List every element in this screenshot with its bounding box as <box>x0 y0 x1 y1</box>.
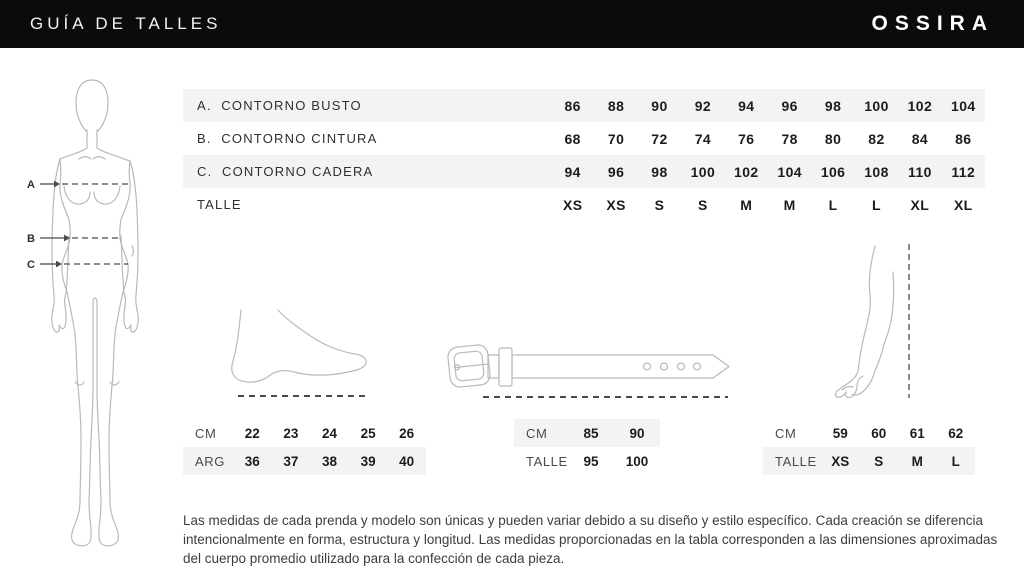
cell: 76 <box>738 130 755 147</box>
cell: XS <box>562 196 583 213</box>
cell: 88 <box>607 97 625 114</box>
cell: 23 <box>283 425 299 441</box>
table-row <box>183 155 985 188</box>
page-title: GUÍA DE TALLES <box>30 14 222 33</box>
marker-b-label: B <box>27 233 36 245</box>
cell: 84 <box>911 130 929 147</box>
cell: XL <box>953 196 973 213</box>
cell: 80 <box>824 130 842 147</box>
row-label: TALLE <box>775 453 817 469</box>
cell: 100 <box>625 453 649 469</box>
row-label: TALLE <box>197 197 242 212</box>
cell: 100 <box>690 163 716 180</box>
cell: 40 <box>399 453 415 469</box>
cell: 37 <box>283 453 299 469</box>
cell: 96 <box>781 97 798 114</box>
body-figure-illustration <box>20 58 180 558</box>
table-row <box>183 447 426 475</box>
row-label: C. CONTORNO CADERA <box>197 164 374 179</box>
cell: 90 <box>651 97 668 114</box>
cell: 24 <box>321 425 337 441</box>
row-label: TALLE <box>526 453 568 469</box>
cell: 94 <box>564 163 581 180</box>
shoe-size-table <box>183 419 426 475</box>
cell: M <box>911 453 923 469</box>
cell: 102 <box>907 97 933 114</box>
row-label: ARG <box>195 453 225 469</box>
cell: L <box>951 453 960 469</box>
header-bar <box>0 0 1024 48</box>
cell: 86 <box>564 97 581 114</box>
cell: 104 <box>777 163 802 180</box>
cell: L <box>828 196 838 213</box>
cell: 78 <box>781 130 798 147</box>
table-row <box>183 419 426 447</box>
cell: 98 <box>651 163 668 180</box>
size-table <box>183 89 985 221</box>
belt-size-table <box>514 419 660 475</box>
cell: L <box>872 196 881 213</box>
cell: 26 <box>399 425 415 441</box>
marker-c-label: C <box>27 259 36 271</box>
cell: XS <box>831 453 850 469</box>
cell: 110 <box>907 163 932 180</box>
table-row <box>763 419 975 447</box>
cell: 22 <box>244 425 260 441</box>
cell: 85 <box>583 425 599 441</box>
table-row <box>183 89 985 122</box>
cell: 39 <box>360 453 376 469</box>
cell: 72 <box>651 130 668 147</box>
cell: 60 <box>871 425 887 441</box>
cell: XS <box>606 196 626 213</box>
sleeve-size-table <box>763 419 975 475</box>
cell: M <box>740 196 753 213</box>
belt-illustration <box>443 336 733 406</box>
cell: 61 <box>909 425 925 441</box>
cell: 82 <box>868 130 885 147</box>
cell: 90 <box>629 425 645 441</box>
table-row <box>183 122 985 155</box>
table-row <box>183 188 985 221</box>
cell: 59 <box>832 425 848 441</box>
cell: 112 <box>951 163 976 180</box>
cell: 94 <box>738 97 755 114</box>
cell: 68 <box>564 130 581 147</box>
cell: 106 <box>820 163 846 180</box>
cell: S <box>698 196 708 213</box>
disclaimer-text: Las medidas de cada prenda y modelo son únicas y pueden variar debido a su diseño y estilo específico. Cada creación se diferencia intencionalmente en forma, estructura y longitud. Las medidas proporcionadas en la tabla corresponden a las dimensiones aproximadas del cuerpo promedio utilizado para la confección de cada pieza. <box>183 512 998 566</box>
table-row <box>514 447 660 475</box>
body-outline <box>52 80 139 546</box>
cell: 25 <box>360 425 376 441</box>
cell: XL <box>910 196 930 213</box>
row-label: CM <box>775 425 797 441</box>
cell: 74 <box>694 130 712 147</box>
cell: 70 <box>607 130 625 147</box>
marker-a-label: A <box>27 179 36 191</box>
table-row <box>763 447 975 475</box>
row-label: CM <box>526 425 548 441</box>
foot-illustration <box>228 306 378 406</box>
row-label: CM <box>195 425 217 441</box>
cell: 104 <box>951 97 976 114</box>
cell: 38 <box>321 453 337 469</box>
cell: 108 <box>864 163 889 180</box>
cell: 86 <box>955 130 972 147</box>
cell: 62 <box>948 425 964 441</box>
cell: S <box>874 453 884 469</box>
cell: 92 <box>694 97 712 114</box>
cell: 36 <box>244 453 260 469</box>
cell: 102 <box>734 163 759 180</box>
table-row <box>514 419 660 447</box>
brand-logo: OSSIRA <box>871 12 994 35</box>
cell: 96 <box>607 163 625 180</box>
cell: 100 <box>864 97 889 114</box>
cell: 98 <box>824 97 842 114</box>
row-label: A. CONTORNO BUSTO <box>197 98 362 113</box>
cell: 95 <box>583 453 599 469</box>
row-label: B. CONTORNO CINTURA <box>197 131 378 146</box>
arm-illustration <box>818 238 918 403</box>
cell: S <box>654 196 665 213</box>
cell: M <box>783 196 796 213</box>
